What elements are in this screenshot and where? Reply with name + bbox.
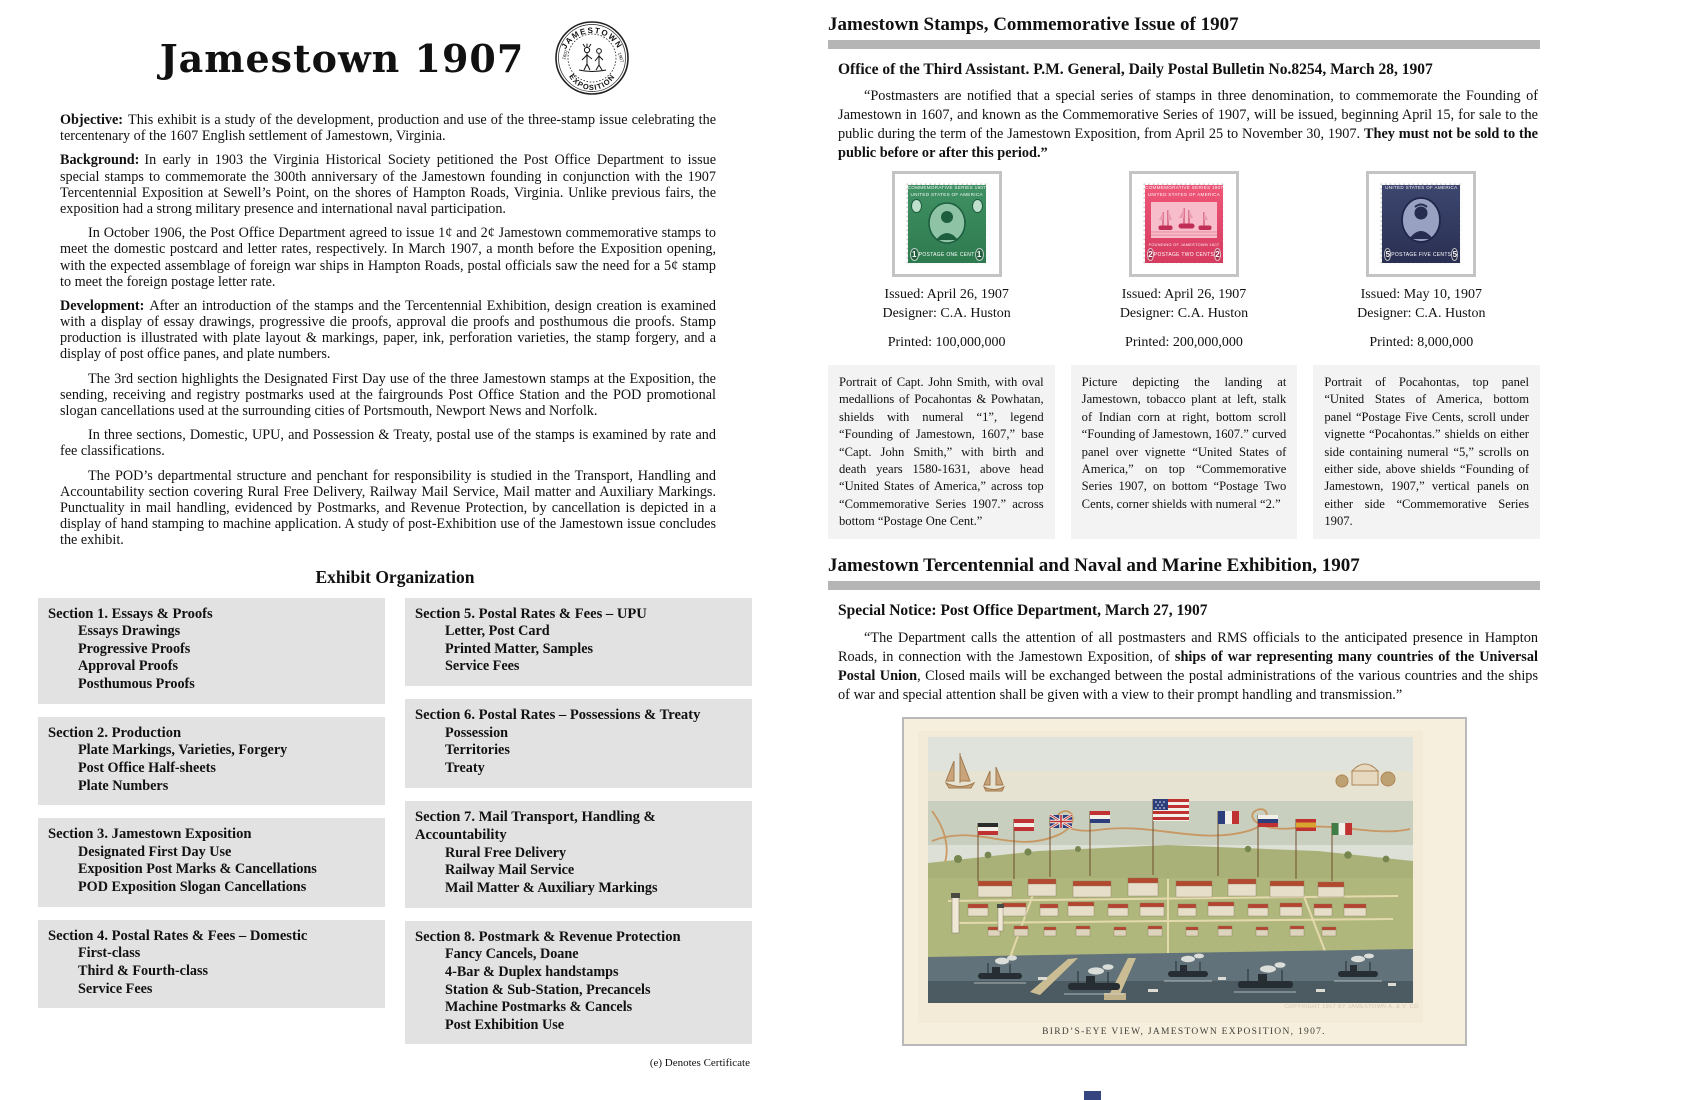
one-cent-stamp-image — [905, 182, 989, 266]
stamp-descriptions — [828, 365, 1540, 539]
paragraph-text: The POD’s departmental structure and penchant for responsibility is studied in the Transport, Handling and Accountability section covering Rural Free Delivery, Railway Mail Service, Mail matter and Auxiliary Markings. Punctuality in mail handling, evidenced by Postmarks, and Revenue Protection, by cancellation is depicted in a display of hand stamping to machine application. A study of post-Exhibition use of the Jamestown issue concludes the exhibit. — [60, 467, 716, 549]
paragraph-label: Background: — [60, 152, 140, 169]
stamp-country-label: UNITED STATES OF AMERICA — [1147, 191, 1221, 197]
section-title: Section 3. Jamestown Exposition — [48, 826, 252, 843]
section-title: Section 5. Postal Rates & Fees – UPU — [415, 605, 647, 622]
section-box-7 — [405, 801, 752, 908]
section-item: Service Fees — [78, 980, 153, 997]
section-box-2 — [38, 717, 385, 806]
paragraph-development — [60, 298, 716, 363]
stamp-printed: Printed: 200,000,000 — [1125, 335, 1243, 351]
section-item: Fancy Cancels, Doane — [445, 946, 579, 963]
stamp-caption — [1120, 286, 1248, 353]
paragraph-text: After an introduction of the stamps and the Tercentennial Exhibition, design creation is examined with a display of essay drawings, progressive die proofs, approval die proofs and posthumous die proofs. Stamp production is illustrated with plate layout & markings, paper, ink, perforation varieties, the stamp forgery, and a display of post office panes, and plate numbers. — [60, 297, 716, 363]
exhibition-header: Jamestown Tercentennial and Naval and Marine Exhibition, 1907 — [828, 555, 1360, 577]
section-item: Essays Drawings — [78, 623, 181, 640]
stamp-designer: Designer: C.A. Huston — [882, 306, 1011, 322]
stamp-mat — [1129, 171, 1239, 277]
stamp-value-label: POSTAGE FIVE CENTS — [1391, 251, 1452, 258]
notice-quote-text: “The Department calls the attention of all postmasters and RMS officials to the anticipated presence in Hampton Roads, in connection with the Jamestown Exposition, of — [838, 629, 1538, 665]
section-title: Section 6. Postal Rates – Possessions & Treaty — [415, 707, 701, 723]
exposition-seal-icon — [554, 20, 630, 96]
stamp-country-label: UNITED STATES OF AMERICA — [910, 191, 983, 197]
stamp-figure-five-cent — [1308, 171, 1534, 353]
paragraph-objective — [60, 112, 716, 144]
title-row — [38, 20, 752, 96]
paragraph — [60, 371, 716, 420]
body-text — [60, 112, 716, 549]
paragraph-label: Development: — [60, 297, 145, 314]
stamps-row — [828, 171, 1540, 353]
stamp-numeral: 2 — [1148, 250, 1153, 260]
stamp-mat — [892, 171, 1002, 277]
stamp-scroll-label: FOUNDING OF JAMESTOWN 1607 — [1148, 241, 1220, 247]
section-item: Machine Postmarks & Cancels — [445, 999, 633, 1016]
paragraph-text: The 3rd section highlights the Designated First Day use of the three Jamestown stamps at the Exposition, the sending, receiving and registry postmarks used at the fairgrounds Post Office Station and the POD promotional slogan cancellations used at the surrounding cities of Portsmouth, Newport News and Norfolk. — [60, 370, 716, 419]
stamps-header: Jamestown Stamps, Commemorative Issue of 1907 — [828, 14, 1239, 35]
stamp-numeral: 1 — [975, 248, 984, 261]
section-item: POD Exposition Slogan Cancellations — [78, 879, 307, 895]
header-rule — [828, 40, 1540, 49]
stamp-printed: Printed: 8,000,000 — [1369, 335, 1474, 351]
five-cent-stamp-image — [1379, 182, 1463, 266]
section-item: Territories — [445, 742, 510, 759]
two-cent-stamp-image — [1142, 182, 1226, 266]
stamp-printed: Printed: 100,000,000 — [887, 335, 1006, 351]
section-item: Treaty — [445, 759, 485, 776]
organization-grid — [38, 598, 752, 1058]
section-box-3 — [38, 818, 385, 907]
paragraph-text: In three sections, Domestic, UPU, and Possession & Treaty, postal use of the stamps is examined by rate and fee classifications. — [60, 427, 716, 460]
section-title: Section 1. Essays & Proofs — [48, 605, 213, 622]
section-item: Railway Mail Service — [445, 862, 575, 879]
special-notice-quote — [838, 629, 1538, 705]
section-item: Possession — [445, 724, 509, 741]
postcard-caption: BIRD’S-EYE VIEW, JAMESTOWN EXPOSITION, 1907. — [1042, 1026, 1326, 1037]
right-page — [828, 14, 1540, 1046]
one-cent-description: Portrait of Capt. John Smith, with oval medallions of Pocahontas & Powhatan, shields with numeral “1”, legend “Founding of Jamestown, 1607,” base “Capt. John Smith,” with birth and death years 1580-1631, above head “United States of America,” across top “Commemorative Series 1907.” across bottom “Postage One Cent.” — [828, 365, 1055, 539]
section-item: Third & Fourth-class — [78, 962, 209, 979]
section-item: Post Exhibition Use — [445, 1016, 565, 1033]
section-title: Section 7. Mail Transport, Handling & Accountability — [415, 808, 656, 844]
stamp-vignette — [1145, 198, 1223, 242]
section-box-5 — [405, 598, 752, 687]
paragraph-label: Objective: — [60, 112, 124, 128]
stamp-country-label: UNITED STATES OF AMERICA — [1385, 185, 1458, 191]
paragraph-text: This exhibit is a study of the development, production and use of the three-stamp issue celebrating the tercentenary of the 1607 English settlement of Jamestown, Virginia. — [60, 112, 716, 145]
seal-text-top: JAMESTOWN — [559, 25, 625, 51]
stamp-value-label: POSTAGE ONE CENT — [918, 251, 975, 258]
paragraph-text: In October 1906, the Post Office Department agreed to issue 1¢ and 2¢ Jamestown commemorative stamps to meet the domestic postcard and letter rates, respectively. In March 1907, a month before the Exposition opening, with the expected assemblage of foreign war ships in Hampton Roads, postal officials saw the need for a 5¢ stamp to meet the foreign postage letter rate. — [60, 225, 716, 290]
section-item: Post Office Half-sheets — [78, 759, 216, 776]
paragraph — [60, 427, 716, 459]
stamp-value-label: POSTAGE TWO CENTS — [1153, 251, 1215, 258]
section-item: Rural Free Delivery — [445, 844, 567, 861]
section-item: Designated First Day Use — [78, 843, 232, 860]
stamp-caption — [882, 286, 1010, 353]
two-cent-description: Picture depicting the landing at Jamestown, tobacco plant at left, stalk of Indian corn at right, bottom scroll “Founding of Jamestown, 1607.” curved panel over vignette “United States of America,” on top “Commemorative Series 1907, on bottom “Postage Two Cents, corner shields with numeral “2.” — [1071, 365, 1298, 539]
section-box-4 — [38, 920, 385, 1009]
stamp-numeral: 5 — [1385, 250, 1391, 260]
notice-quote-bold: ships of war representing many countries of the Universal Postal Union — [838, 648, 1538, 684]
stamp-issued: Issued: April 26, 1907 — [884, 287, 1009, 303]
bulletin-quote-text: “Postmasters are notified that a special series of stamps in three denomination, to commemorate the Founding of Jamestown in 1607, and known as the Commemorative Series of 1907, will be issued, beginning April 15, for sale to the public during the term of the Jamestown Exposition, from April 25 to November 30, 1907. — [838, 88, 1538, 143]
section-item: Plate Markings, Varieties, Forgery — [78, 742, 288, 759]
bulletin-heading: Office of the Third Assistant. P.M. General, Daily Postal Bulletin No.8254, March 28, 1907 — [838, 60, 1433, 78]
stamp-issued: Issued: May 10, 1907 — [1360, 287, 1482, 303]
stamp-mat — [1366, 171, 1476, 277]
seal-text-bottom: EXPOSITION — [567, 72, 618, 93]
section-item: Letter, Post Card — [445, 623, 550, 640]
section-item: Mail Matter & Auxiliary Markings — [445, 880, 658, 897]
stamp-vignette — [908, 198, 986, 248]
section-box-8 — [405, 921, 752, 1045]
notice-quote-text: , Closed mails will be exchanged between the postal administrations of the various countries and the ships of war and special attention shall be given with a view to their prompt handling and transmission.” — [838, 667, 1539, 703]
stamp-designer: Designer: C.A. Huston — [1357, 306, 1486, 322]
postcard — [902, 717, 1467, 1046]
bulletin-quote — [838, 87, 1538, 163]
paragraph — [60, 225, 716, 290]
postcard-illustration — [918, 731, 1423, 1023]
section-item: Plate Numbers — [78, 777, 169, 794]
stamp-series-label: COMMEMORATIVE SERIES 1907 — [907, 185, 986, 191]
section-item: Service Fees — [445, 658, 520, 675]
bulletin-quote-bold: They must not be sold to the public before or after this period.” — [838, 126, 1538, 162]
section-item: First-class — [78, 945, 141, 962]
section-box-1 — [38, 598, 385, 704]
section-item: Station & Sub-Station, Precancels — [445, 981, 651, 998]
paragraph-background — [60, 152, 716, 217]
stamp-numeral: 5 — [1452, 250, 1458, 260]
paragraph-text: In early in 1903 the Virginia Historical Society petitioned the Post Office Department to issue special stamps to commemorate the 300th anniversary of the Jamestown founding in conjunction with the 1907 Tercentennial Exposition at Sewell’s Point, on the shores of Hampton Roads, Virginia. Unlike previous fairs, the exposition had a strong military presence and international naval participation. — [60, 152, 716, 217]
seal-year-left: 1607 — [561, 49, 570, 61]
stamp-series-label: COMMEMORATIVE SERIES 1907 — [1144, 185, 1223, 191]
section-item: Posthumous Proofs — [78, 676, 195, 692]
stamp-designer: Designer: C.A. Huston — [1119, 306, 1249, 322]
seal-year-right: 1907 — [617, 51, 626, 64]
section-title: Section 4. Postal Rates & Fees – Domestic — [48, 927, 308, 944]
stamp-vignette — [1382, 192, 1460, 249]
postcard-copyright: COPYRIGHT 1907 BY JAMESTOWN A. & V. CO. — [1284, 1003, 1421, 1010]
left-page — [38, 10, 752, 1069]
section-box-6 — [405, 699, 752, 788]
stamp-issued: Issued: April 26, 1907 — [1121, 287, 1247, 303]
section-title: Section 2. Production — [48, 724, 182, 741]
stamp-figure-two-cent — [1071, 171, 1297, 353]
section-item: Approval Proofs — [78, 658, 178, 675]
section-item: Exposition Post Marks & Cancellations — [78, 861, 317, 878]
organization-left-column — [38, 598, 385, 1058]
five-cent-description: Portrait of Pocahontas, top panel “United States of America, bottom panel “Postage Five Cents, scroll under vignette “Pocahontas.” shields on either side containing numeral “5,” scrolls on either side, above shields “Founding of Jamestown, 1907,” vertical panels on either side “Commemorative Series 1907. — [1313, 365, 1540, 539]
organization-right-column — [405, 598, 752, 1058]
header-rule — [828, 581, 1540, 590]
page-title: Jamestown 1907 — [159, 35, 525, 81]
section-item: 4-Bar & Duplex handstamps — [445, 963, 619, 980]
section-title: Section 8. Postmark & Revenue Protection — [415, 928, 681, 945]
certificate-footnote: (e) Denotes Certificate — [649, 1057, 750, 1070]
stamp-numeral: 2 — [1215, 250, 1220, 260]
section-item: Progressive Proofs — [78, 640, 191, 657]
stamp-numeral: 1 — [910, 248, 919, 261]
paragraph — [60, 468, 716, 549]
stamp-figure-one-cent — [834, 171, 1060, 353]
section-item: Printed Matter, Samples — [445, 640, 594, 657]
stamp-caption — [1357, 286, 1485, 353]
scan-artifact — [1084, 1091, 1101, 1100]
exhibit-organization-heading: Exhibit Organization — [315, 566, 475, 587]
special-notice-heading: Special Notice: Post Office Department, March 27, 1907 — [838, 602, 1208, 620]
